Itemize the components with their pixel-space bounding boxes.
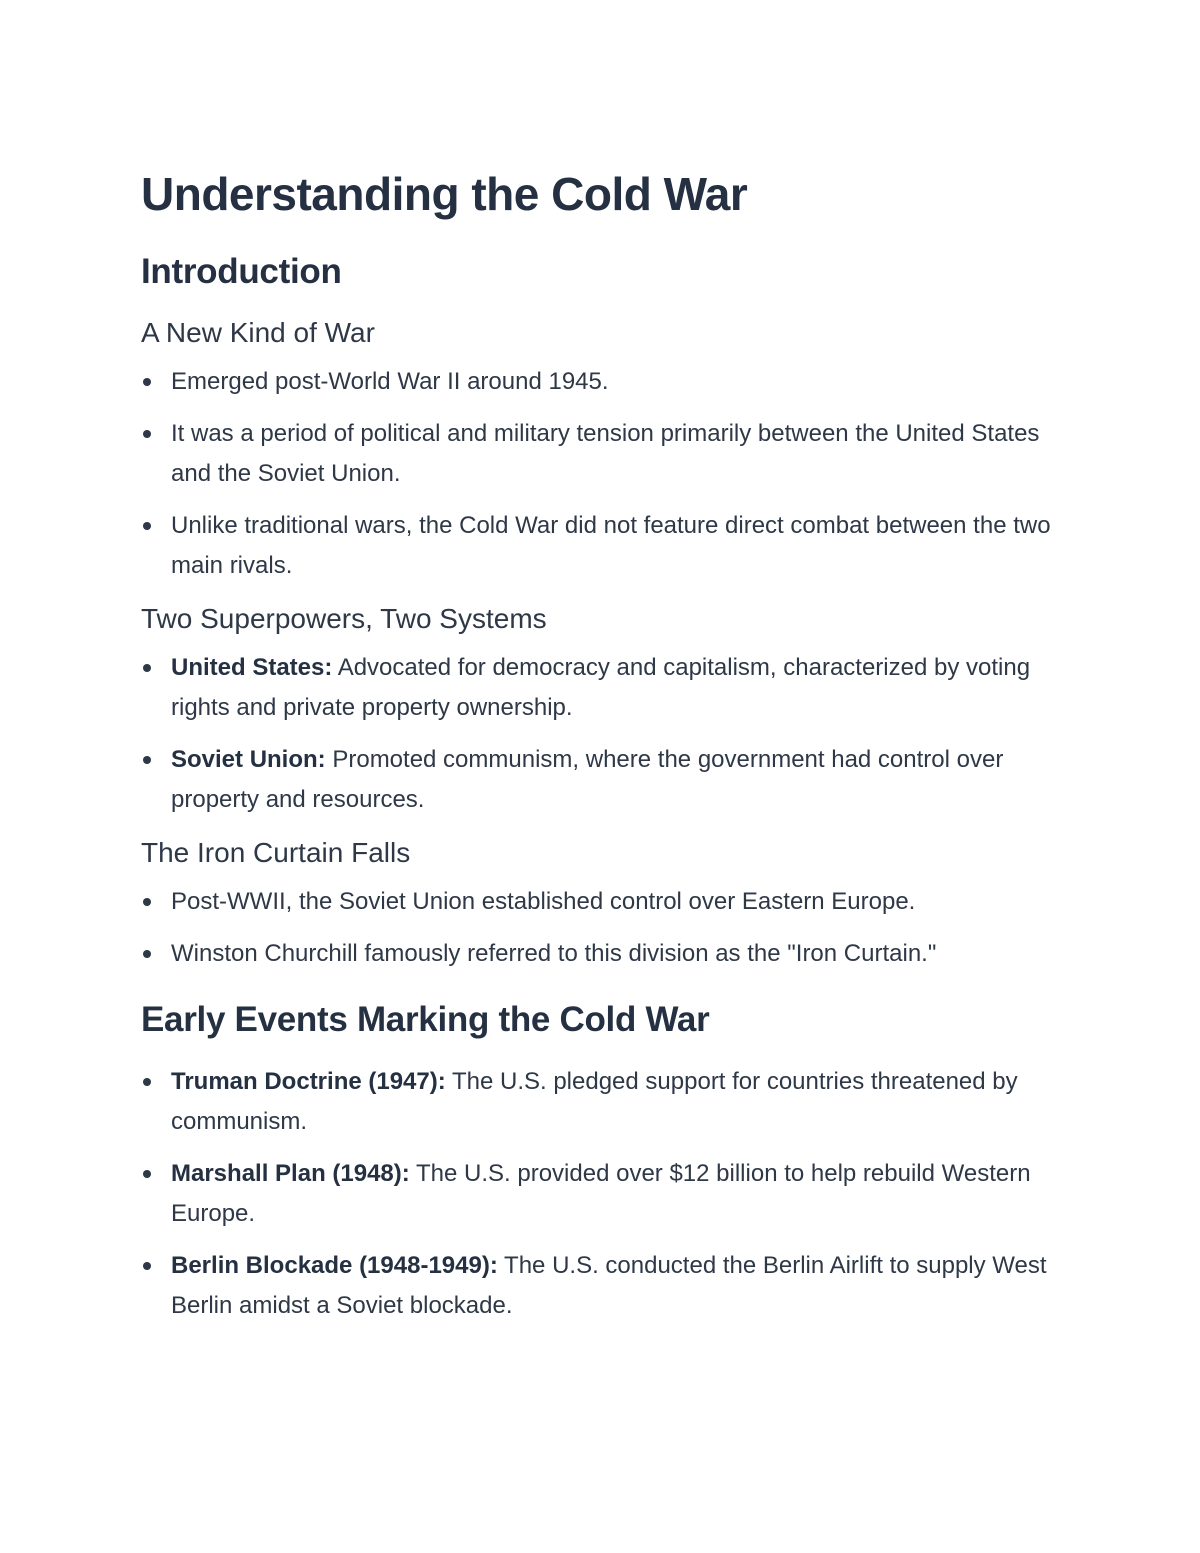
list-item-text: Post-WWII, the Soviet Union established control over Eastern Europe. <box>171 888 916 915</box>
list-item <box>141 506 1061 586</box>
list-item-text: The U.S. pledged support for countries threatened by communism. <box>171 1068 1018 1135</box>
list-item-term: Truman Doctrine (1947): <box>171 1068 446 1095</box>
list-item-text: The U.S. provided over $12 billion to help rebuild Western Europe. <box>171 1160 1031 1227</box>
bullet-icon <box>143 756 151 764</box>
list-item-text: Advocated for democracy and capitalism, characterized by voting rights and private property ownership. <box>171 654 1031 721</box>
bullet-icon <box>143 378 151 386</box>
list-item-text: It was a period of political and military tension primarily between the United States and the Soviet Union. <box>171 420 1040 487</box>
bullet-icon <box>143 664 151 672</box>
superpowers-list <box>141 648 1061 820</box>
list-item <box>141 740 1061 820</box>
list-item <box>141 414 1061 494</box>
list-item-text: The U.S. conducted the Berlin Airlift to supply West Berlin amidst a Soviet blockade. <box>171 1252 1047 1319</box>
list-item-text: Promoted communism, where the government had control over property and resources. <box>171 746 1004 813</box>
iron-curtain-list <box>141 882 1061 974</box>
subheading-new-kind-of-war: A New Kind of War <box>141 317 375 348</box>
list-item <box>141 1154 1061 1234</box>
list-item-term: Berlin Blockade (1948-1949): <box>171 1252 498 1279</box>
bullet-icon <box>143 1170 151 1178</box>
list-item <box>141 934 1061 974</box>
bullet-icon <box>143 1078 151 1086</box>
list-item <box>141 882 1061 922</box>
bullet-icon <box>143 522 151 530</box>
bullet-icon <box>143 950 151 958</box>
new-kind-of-war-list <box>141 362 1061 586</box>
subheading-two-superpowers: Two Superpowers, Two Systems <box>141 603 547 634</box>
bullet-icon <box>143 1262 151 1270</box>
section-heading-early-events: Early Events Marking the Cold War <box>141 1000 710 1039</box>
early-events-list <box>141 1062 1061 1326</box>
bullet-icon <box>143 898 151 906</box>
list-item-text: Winston Churchill famously referred to this division as the "Iron Curtain." <box>171 940 937 967</box>
bullet-icon <box>143 430 151 438</box>
list-item-term: United States: <box>171 654 333 681</box>
list-item-text: Emerged post-World War II around 1945. <box>171 368 609 395</box>
list-item-term: Soviet Union: <box>171 746 326 773</box>
list-item <box>141 648 1061 728</box>
list-item-text: Unlike traditional wars, the Cold War did not feature direct combat between the two main rivals. <box>171 512 1051 579</box>
list-item <box>141 1062 1061 1142</box>
document-title: Understanding the Cold War <box>141 168 748 220</box>
subheading-iron-curtain: The Iron Curtain Falls <box>141 837 411 868</box>
section-heading-introduction: Introduction <box>141 252 342 291</box>
list-item <box>141 362 1061 402</box>
list-item-term: Marshall Plan (1948): <box>171 1160 410 1187</box>
list-item <box>141 1246 1061 1326</box>
document-page <box>141 162 1061 1326</box>
